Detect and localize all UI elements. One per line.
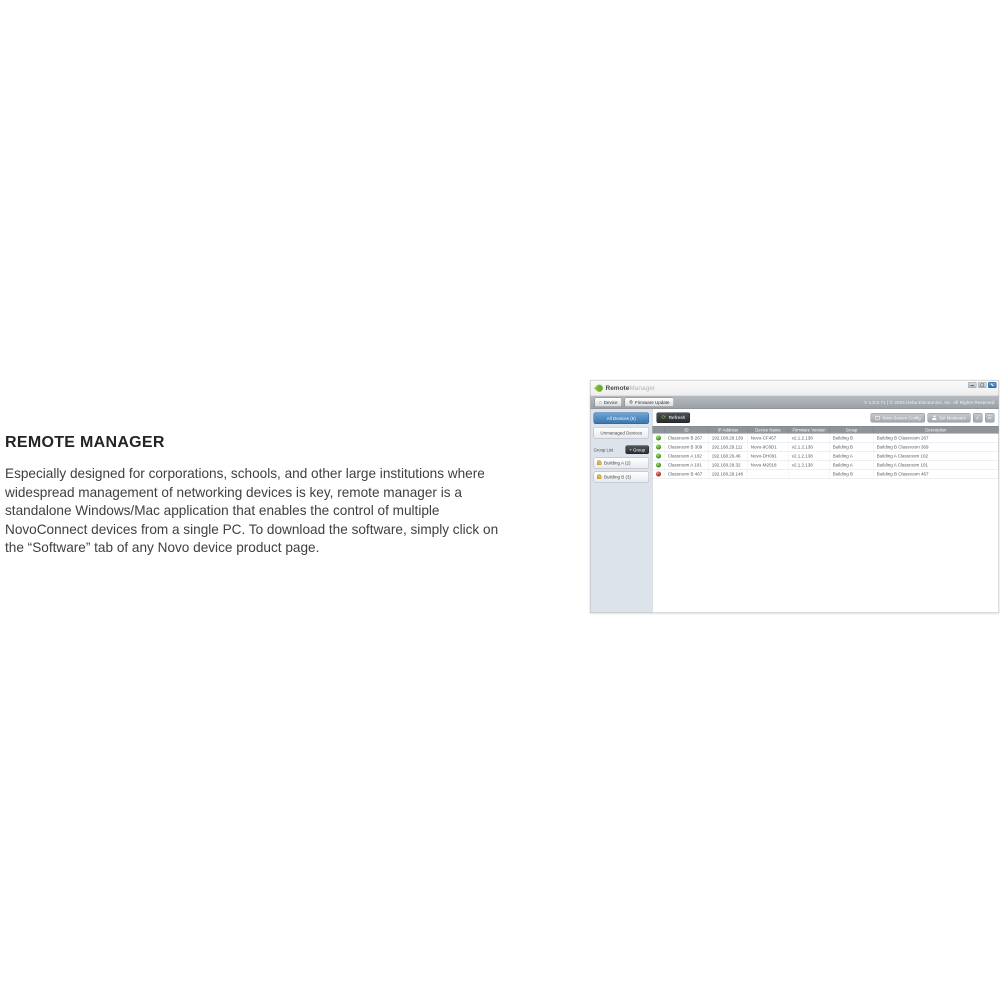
action-bar [653,409,999,426]
remote-manager-screenshot [590,380,1000,614]
column-header-description[interactable]: Description [874,426,999,433]
window-controls [968,382,997,388]
firmware-update-tab-label: Firmware Update [635,399,670,405]
table-header-row [653,426,999,433]
table-row[interactable] [653,433,999,442]
brand-secondary: Manager [629,384,655,392]
article-block [5,434,519,558]
folder-icon [597,461,602,465]
column-header-firmware[interactable]: Firmware Version [789,426,830,433]
list-icon: ☰ [987,415,992,420]
firmware-update-tab[interactable] [624,398,674,408]
close-icon[interactable] [988,382,997,388]
article-paragraph: Especially designed for corporations, schools, and other large institutions where widespread management of networking devices is key, remote manager is a standalone Windows/Mac application that enables the control of multiple NovoConnect devices from a single PC. To download the software, simply click on the “Software” tab of any Novo device product page. [5,466,499,556]
sidebar-group-building-b[interactable] [594,472,650,483]
cell-firmware: v2.1.2.138 [789,442,830,451]
cell-ip: 192.168.29.32 [709,460,748,469]
app-brand [606,384,656,393]
sidebar [591,409,653,613]
version-text: V 1.0.0.71 | © 2015 Delta Electronics, Inc. All Rights Reserved [864,399,995,405]
device-table [653,426,999,479]
menu-bar [591,396,999,410]
app-window [590,380,999,613]
cell-group: Building A [830,460,874,469]
page-title: REMOTE MANAGER [5,434,165,451]
cell-id: Classroom B 309 [665,442,709,451]
brand-primary: Remote [605,384,630,392]
table-row[interactable] [653,442,999,451]
column-header-group[interactable]: Group [830,426,874,433]
cell-group: Building B [830,433,874,442]
cell-firmware [789,469,830,478]
cell-description: Building B Classroom 467 [874,469,999,478]
cell-id: Classroom A 101 [665,460,709,469]
refresh-button-label: Refresh [668,415,686,421]
screen-config-button[interactable] [871,413,926,423]
cell-firmware: v2.1.2.138 [789,451,830,460]
refresh-button[interactable] [657,413,691,424]
column-header-device-name[interactable]: Device Name [748,426,789,433]
cell-ip: 192.168.29.148 [709,469,748,478]
table-row[interactable] [653,469,999,478]
device-tab[interactable] [595,398,622,408]
main-panel [653,409,999,613]
monitor-icon [875,416,880,420]
cell-ip: 192.168.29.111 [709,442,748,451]
folder-icon [597,475,602,479]
set-moderator-label: Set Moderator [939,415,966,421]
cell-device [748,469,789,478]
cell-description: Building B Classroom 267 [874,433,999,442]
device-tab-label: Device [603,399,618,405]
cell-device: Novo-CF457 [748,433,789,442]
gear-icon: ⚙ [628,399,634,405]
cell-group: Building B [830,442,874,451]
person-icon [932,416,937,421]
cell-firmware: v2.1.2.138 [789,433,830,442]
sidebar-group-building-a[interactable] [594,458,650,469]
status-icon [656,453,661,458]
set-moderator-button[interactable] [928,413,971,423]
add-group-button[interactable]: + Group [626,446,649,455]
cell-description: Building A Classroom 102 [874,451,999,460]
novo-leaf-logo-icon [594,383,605,394]
status-icon [656,444,661,449]
cell-description: Building B Classroom 309 [874,442,999,451]
cell-id: Classroom B 267 [665,433,709,442]
maximize-icon[interactable] [978,382,987,388]
title-bar [591,381,999,396]
cell-ip: 192.168.29.139 [709,433,748,442]
column-header-id[interactable]: ID [665,426,709,433]
status-icon [656,435,661,440]
cell-device: Novo-9C8D1 [748,442,789,451]
cell-description: Building A Classroom 101 [874,460,999,469]
group-label: Building A (2) [604,460,631,466]
cell-group: Building B [830,469,874,478]
cell-device: Novo-M2018 [748,460,789,469]
minimize-icon[interactable] [968,382,977,388]
refresh-icon: ⟳ [661,414,667,421]
cell-id: Classroom B 467 [665,469,709,478]
list-view-icon-button[interactable] [985,413,995,423]
screen-config-label: Novo Screen Config [882,415,921,421]
column-header-status[interactable] [653,426,665,433]
sidebar-item-unmanaged-devices[interactable]: Unmanaged Devices [594,427,650,439]
cell-group: Building A [830,451,874,460]
speaker-icon-button[interactable] [973,413,983,423]
speaker-icon: ♬ [975,415,980,421]
status-icon [656,471,661,476]
cell-firmware: v2.1.2.138 [789,460,830,469]
home-icon: ⌂ [599,399,602,405]
table-row[interactable] [653,460,999,469]
column-header-ip[interactable]: IP Address [709,426,748,433]
sidebar-item-all-devices[interactable]: All Devices (5) [594,413,650,425]
status-icon [656,462,661,467]
group-label: Building B (3) [604,474,632,480]
table-row[interactable] [653,451,999,460]
cell-device: Novo-DH091 [748,451,789,460]
cell-ip: 192.168.29.46 [709,451,748,460]
cell-id: Classroom A 102 [665,451,709,460]
group-list-label: Group List [593,447,614,453]
